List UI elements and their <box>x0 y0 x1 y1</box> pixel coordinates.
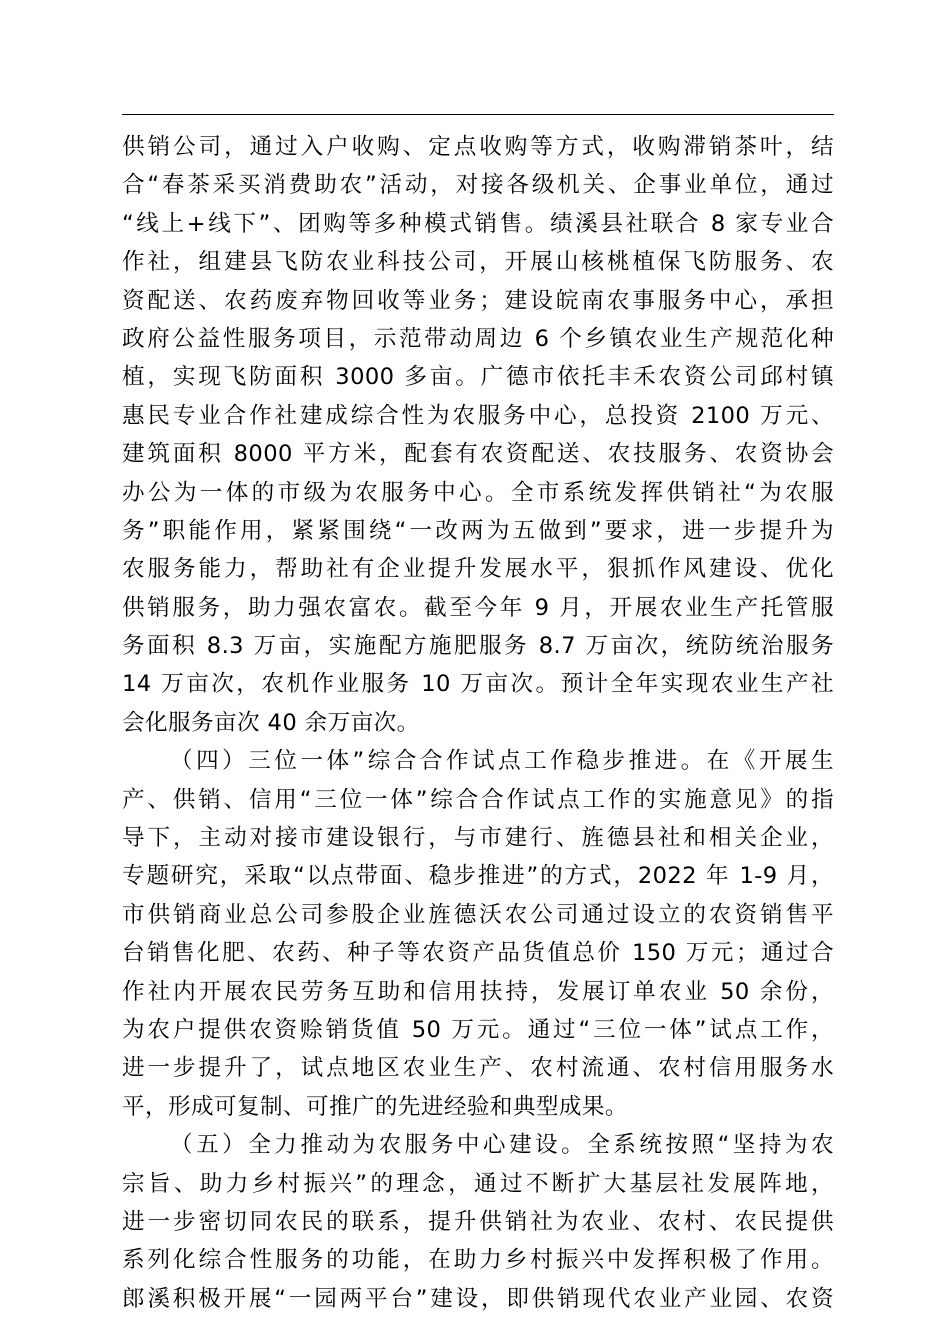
text-line: 政府公益性服务项目，示范带动周边 6 个乡镇农业生产规范化种 <box>122 325 834 352</box>
section-heading-line: （四）三位一体”综合合作试点工作稳步推进。在《开展生 <box>170 748 834 775</box>
text-line: 郎溪积极开展“一园两平台”建设，即供销现代农业产业园、农资 <box>122 1285 834 1312</box>
text-line: 供销公司，通过入户收购、定点收购等方式，收购滞销茶叶，结 <box>122 134 834 160</box>
body-text <box>122 128 834 1318</box>
text-line: 台销售化肥、农药、种子等农资产品货值总价 150 万元；通过合 <box>122 940 834 967</box>
text-line: 宗旨、助力乡村振兴”的理念，通过不断扩大基层社发展阵地， <box>122 1170 834 1197</box>
text-line: 进一步提升了，试点地区农业生产、农村流通、农村信用服务水 <box>122 1055 834 1082</box>
text-line: 产、供销、信用“三位一体”综合合作试点工作的实施意见》的指 <box>122 786 834 813</box>
text-line: 市供销商业总公司参股企业旌德沃农公司通过设立的农资销售平 <box>122 901 834 928</box>
text-line: 专题研究，采取“以点带面、稳步推进”的方式，2022 年 1-9 月， <box>122 863 834 890</box>
text-line: 农服务能力，帮助社有企业提升发展水平，狠抓作风建设、优化 <box>122 556 834 583</box>
text-line: 建筑面积 8000 平方米，配套有农资配送、农技服务、农资协会 <box>122 441 834 468</box>
text-line: 植，实现飞防面积 3000 多亩。广德市依托丰禾农资公司邱村镇 <box>122 364 834 391</box>
text-line: 务”职能作用，紧紧围绕“一改两为五做到”要求，进一步提升为 <box>122 517 834 544</box>
paragraph-end-line: 会化服务亩次 40 余万亩次。 <box>122 709 420 736</box>
text-line: 系列化综合性服务的功能，在助力乡村振兴中发挥积极了作用。 <box>122 1247 834 1274</box>
text-line: 合“春茶采买消费助农”活动，对接各级机关、企事业单位，通过 <box>122 172 834 199</box>
text-line: “线上+线下”、团购等多种模式销售。绩溪县社联合 8 家专业合 <box>122 210 834 237</box>
text-line: 导下，主动对接市建设银行，与市建行、旌德县社和相关企业， <box>122 825 834 852</box>
text-line: 供销服务，助力强农富农。截至今年 9 月，开展农业生产托管服 <box>122 594 834 621</box>
header-rule <box>122 114 834 115</box>
text-line: 作社，组建县飞防农业科技公司，开展山核桃植保飞防服务、农 <box>122 249 834 276</box>
text-line: 作社内开展农民劳务互助和信用扶持，发展订单农业 50 余份， <box>122 978 834 1005</box>
text-line: 务面积 8.3 万亩，实施配方施肥服务 8.7 万亩次，统防统治服务 <box>122 633 834 660</box>
text-line: 进一步密切同农民的联系，提升供销社为农业、农村、农民提供 <box>122 1208 834 1235</box>
text-line: 为农户提供农资赊销货值 50 万元。通过“三位一体”试点工作， <box>122 1016 834 1043</box>
text-line: 办公为一体的市级为农服务中心。全市系统发挥供销社“为农服 <box>122 479 834 506</box>
text-line: 14 万亩次，农机作业服务 10 万亩次。预计全年实现农业生产社 <box>122 671 834 698</box>
section-heading-line: （五）全力推动为农服务中心建设。全系统按照“坚持为农 <box>170 1132 834 1159</box>
paragraph-end-line: 平，形成可复制、可推广的先进经验和典型成果。 <box>122 1093 628 1120</box>
text-line: 资配送、农药废弃物回收等业务；建设皖南农事服务中心，承担 <box>122 287 834 314</box>
text-line: 惠民专业合作社建成综合性为农服务中心，总投资 2100 万元、 <box>122 402 834 429</box>
